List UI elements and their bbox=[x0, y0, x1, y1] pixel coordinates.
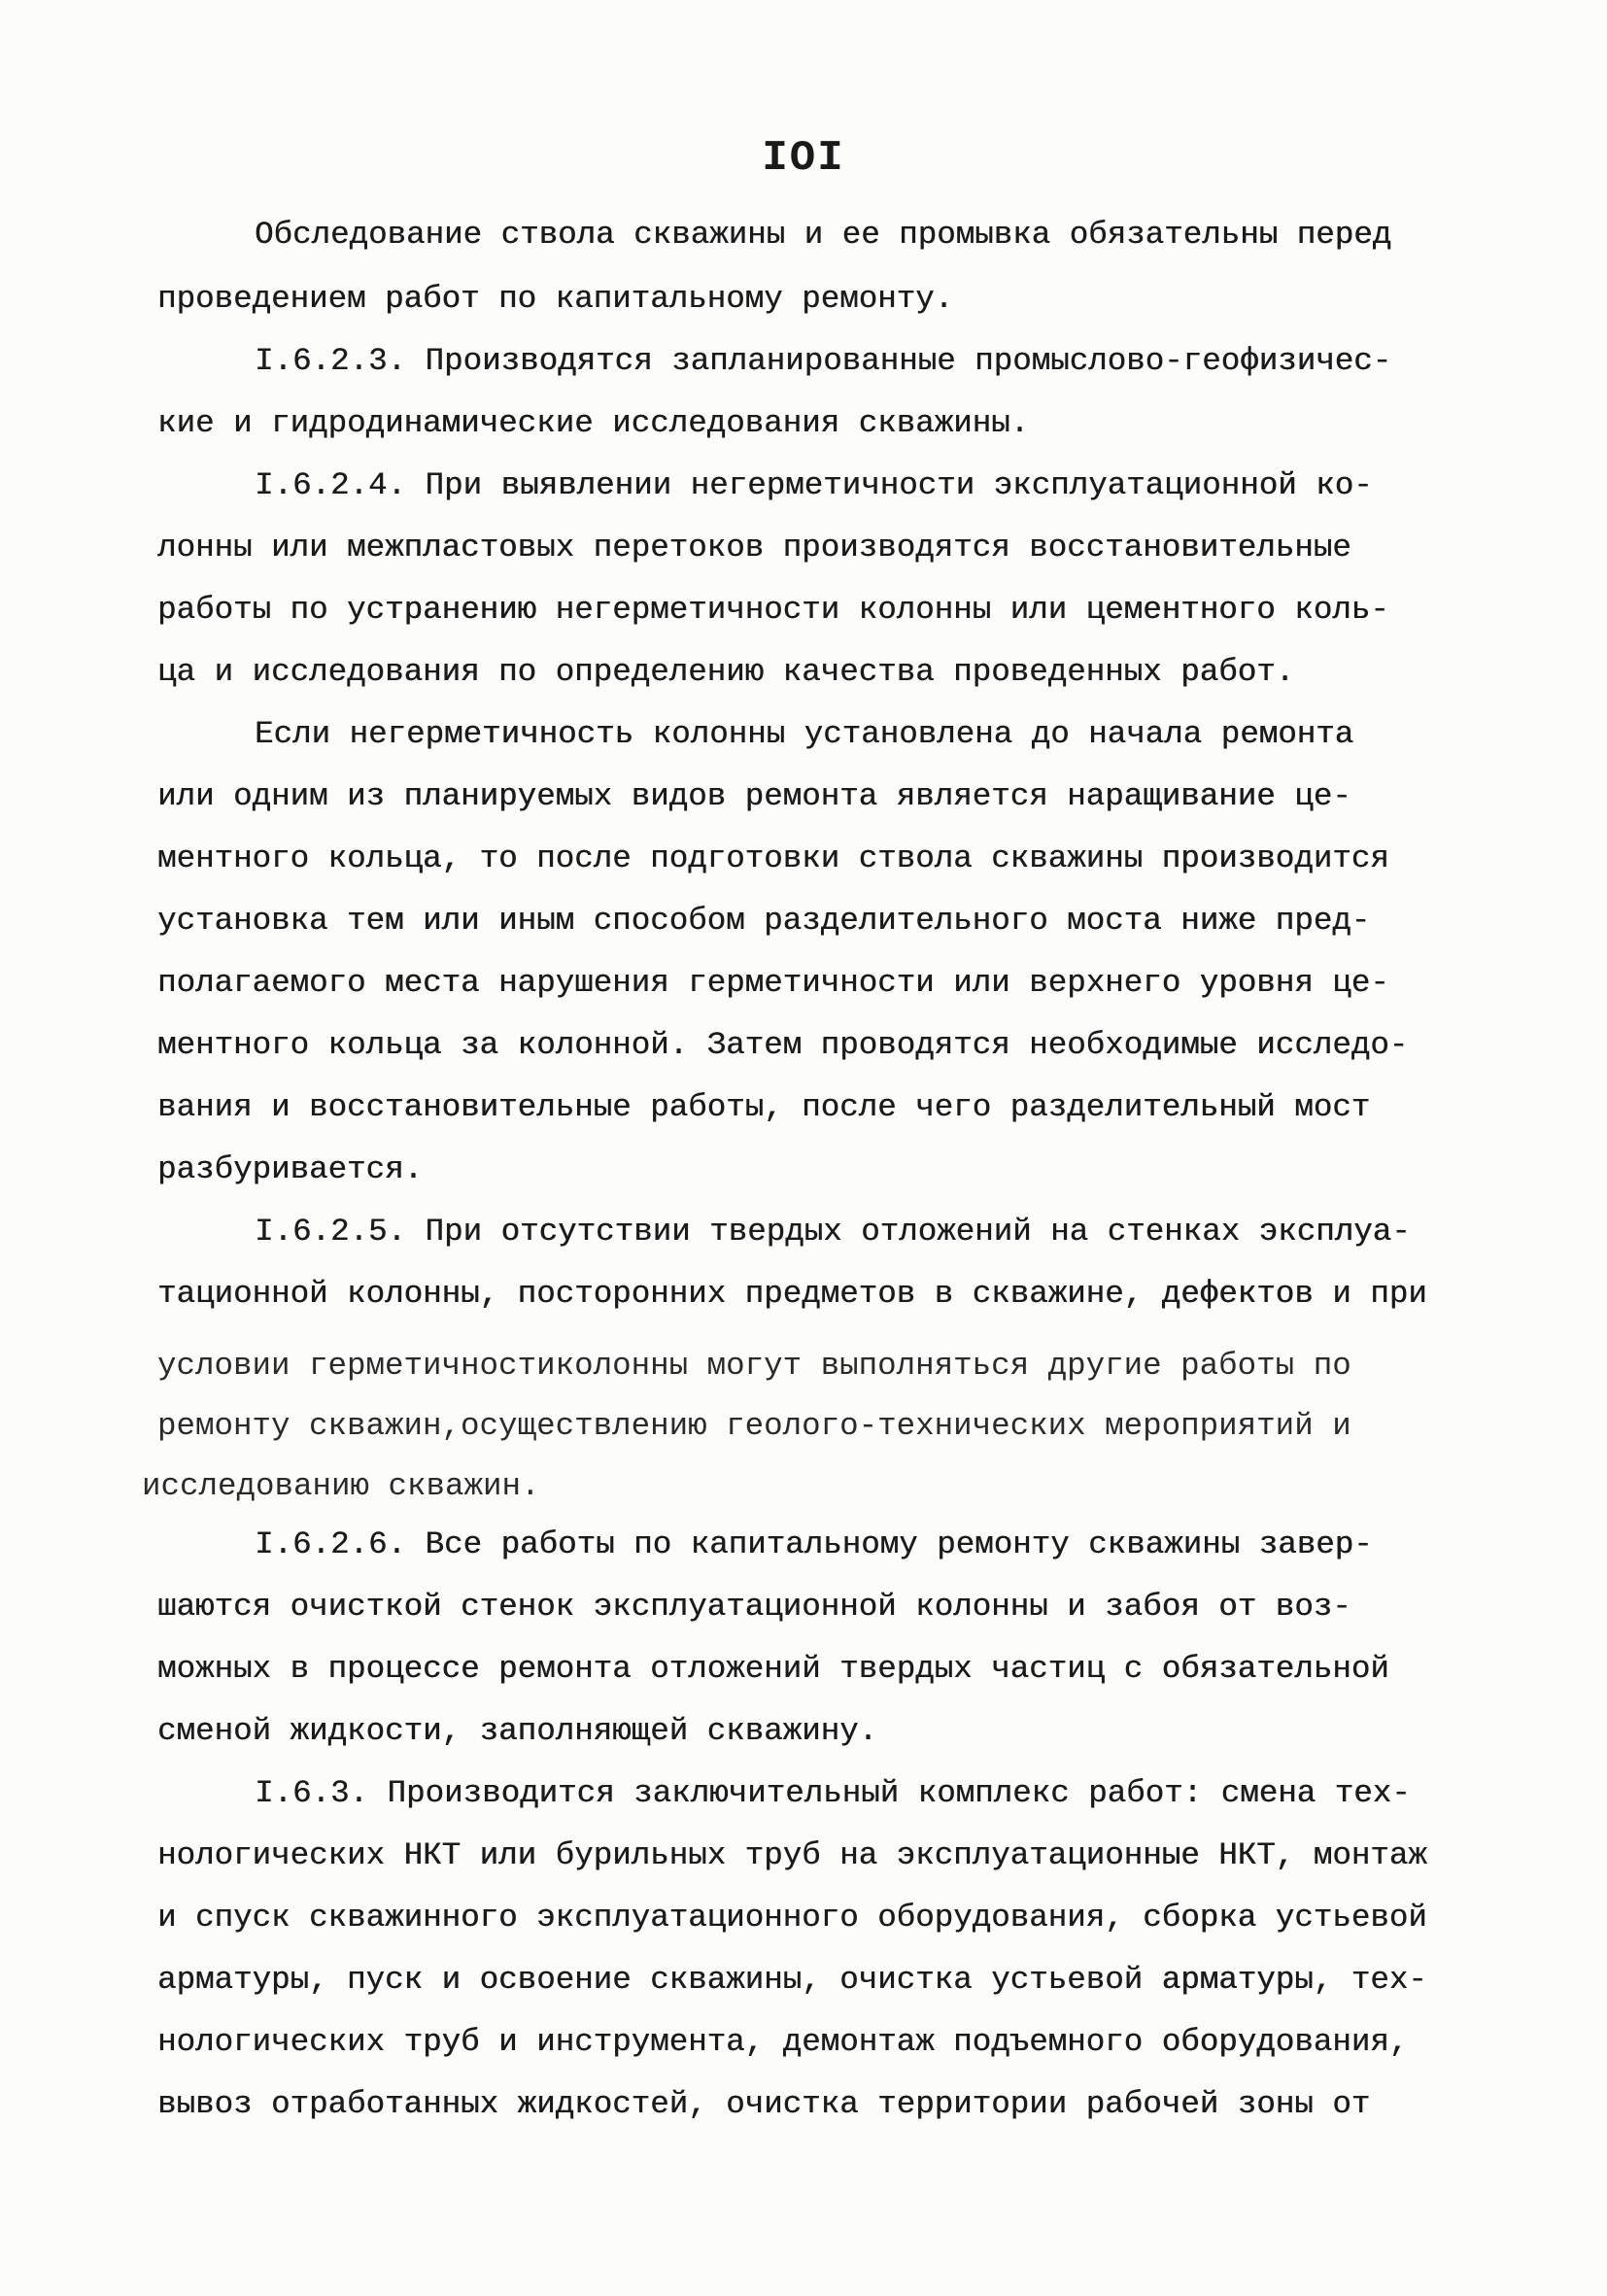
text-line: кие и гидродинамические исследования скважины. bbox=[157, 405, 1030, 441]
text-line: полагаемого места нарушения герметичности или верхнего уровня це- bbox=[157, 965, 1389, 1001]
text-line: вания и восстановительные работы, после чего разделительный мост bbox=[157, 1089, 1371, 1125]
text-line: и спуск скважинного эксплуатационного оборудования, сборка устьевой bbox=[157, 1900, 1427, 1936]
text-line: I.6.2.4. При выявлении негерметичности эксплуатационной ко- bbox=[255, 467, 1373, 503]
text-line: разбуривается. bbox=[157, 1151, 424, 1187]
text-line: I.6.2.6. Все работы по капитальному ремонту скважины завер- bbox=[255, 1526, 1373, 1562]
text-line: I.6.2.3. Производятся запланированные промыслово-геофизичес- bbox=[255, 343, 1392, 379]
page-number: IOI bbox=[762, 134, 845, 183]
text-line: Обследование ствола скважины и ее промывка обязательны перед bbox=[255, 217, 1392, 253]
text-line: тационной колонны, посторонних предметов в скважине, дефектов и при bbox=[157, 1276, 1427, 1312]
text-line: Если негерметичность колонны установлена до начала ремонта bbox=[255, 716, 1354, 752]
text-line: условии герметичностиколонны могут выполняться другие работы по bbox=[157, 1348, 1351, 1384]
text-line: I.6.2.5. При отсутствии твердых отложений на стенках эксплуа- bbox=[255, 1214, 1411, 1250]
text-line: I.6.3. Производится заключительный комплекс работ: смена тех- bbox=[255, 1775, 1411, 1811]
text-line: сменой жидкости, заполняющей скважину. bbox=[157, 1713, 878, 1749]
text-line: установка тем или иным способом разделительного моста ниже пред- bbox=[157, 903, 1371, 939]
text-line: ментного кольца за колонной. Затем проводятся необходимые исследо- bbox=[157, 1027, 1409, 1063]
text-line: исследованию скважин. bbox=[142, 1468, 540, 1504]
text-line: или одним из планируемых видов ремонта является наращивание це- bbox=[157, 778, 1351, 814]
text-line: шаются очисткой стенок эксплуатационной колонны и забоя от воз- bbox=[157, 1589, 1351, 1625]
text-line: можных в процессе ремонта отложений твердых частиц с обязательной bbox=[157, 1651, 1389, 1687]
text-line: ца и исследования по определению качества проведенных работ. bbox=[157, 654, 1295, 690]
text-line: ремонту скважин,осуществлению геолого-технических мероприятий и bbox=[157, 1408, 1351, 1444]
text-line: арматуры, пуск и освоение скважины, очистка устьевой арматуры, тех- bbox=[157, 1962, 1427, 1998]
text-line: нологических НКТ или бурильных труб на эксплуатационные НКТ, монтаж bbox=[157, 1837, 1427, 1873]
text-line: проведением работ по капитальному ремонту. bbox=[157, 281, 954, 317]
text-line: вывоз отработанных жидкостей, очистка территории рабочей зоны от bbox=[157, 2086, 1371, 2122]
text-line: работы по устранению негерметичности колонны или цементного коль- bbox=[157, 592, 1389, 628]
text-line: ментного кольца, то после подготовки ствола скважины производится bbox=[157, 840, 1389, 876]
text-line: нологических труб и инструмента, демонтаж подъемного оборудования, bbox=[157, 2024, 1409, 2060]
text-line: лонны или межпластовых перетоков производятся восстановительные bbox=[157, 530, 1351, 565]
